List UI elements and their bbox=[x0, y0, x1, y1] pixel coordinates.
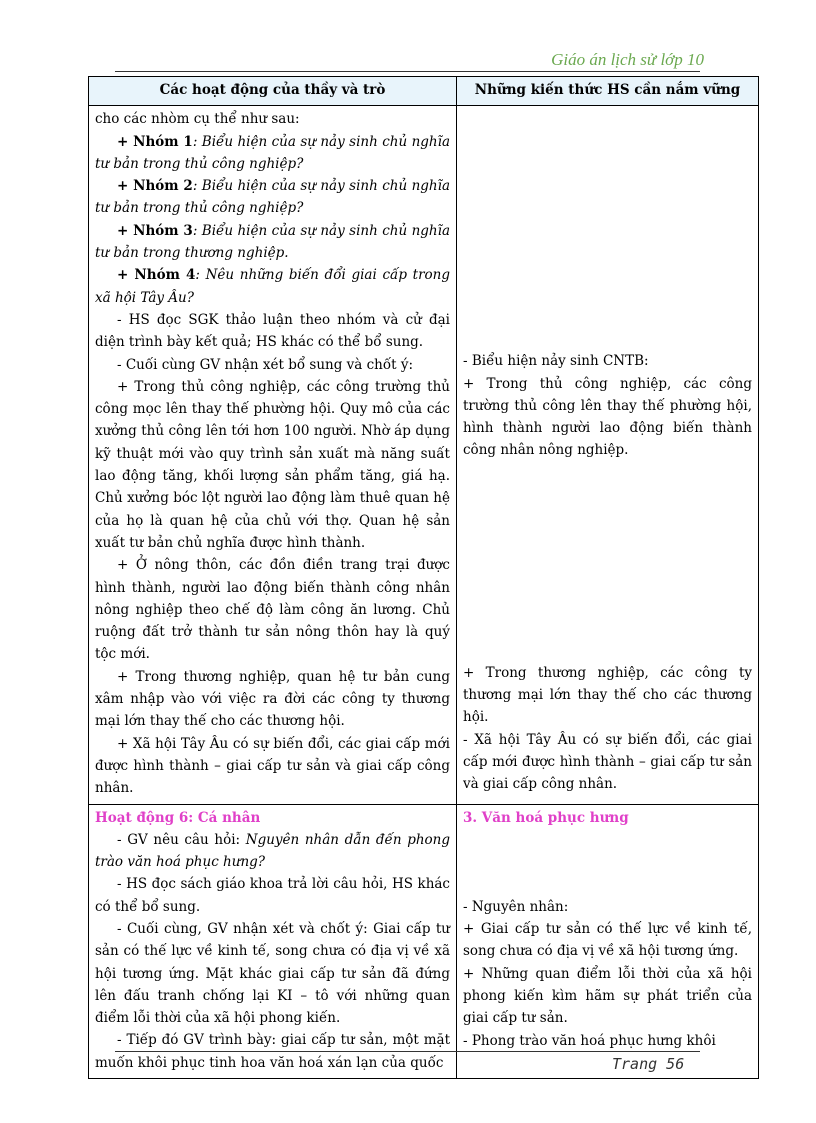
knowledge-item: + Những quan điểm lỗi thời của xã hội phong kiến kìm hãm sự phát triển của giai cấp tư sản. bbox=[463, 965, 752, 1027]
knowledge-item: + Trong thương nghiệp, các công ty thương mại lớn thay thế cho các thương hội. bbox=[463, 664, 752, 726]
question-text: - GV nêu câu hỏi: Nguyên nhân dẫn đến phong trào văn hoá phục hưng? bbox=[95, 831, 451, 871]
document-header-title: Giáo án lịch sử lớp 10 bbox=[551, 50, 704, 69]
knowledge-item: - Biểu hiện nảy sinh CNTB: bbox=[463, 353, 649, 370]
paragraph: - Cuối cùng, GV nhận xét và chốt ý: Giai cấp tư sản có thế lực về kinh tế, song chưa có địa vị về xã hội tương ứng. Mặt khác giai cấp tư sản đã đứng lên đấu tranh chống lại KI – tô với những quan điểm lỗi thời của xã hội phong kiến. bbox=[95, 920, 450, 1027]
table-row bbox=[89, 804, 759, 1079]
paragraph: - HS đọc SGK thảo luận theo nhóm và cử đại diện trình bày kết quả; HS khác có thể bổ sung. bbox=[95, 311, 450, 351]
page-number: Trang 56 bbox=[612, 1055, 685, 1073]
column-header-knowledge: Những kiến thức HS cần nắm vững bbox=[457, 77, 759, 106]
knowledge-item: - Xã hội Tây Âu có sự biến đổi, các giai cấp mới được hình thành – giai cấp tư sản và giai cấp công nhân. bbox=[463, 731, 752, 793]
paragraph: + Trong thương nghiệp, quan hệ tư bản cung xâm nhập vào với việc ra đời các công ty thương mại lớn thay thế cho các thương hội. bbox=[95, 668, 450, 730]
paragraph: - Tiếp đó GV trình bày: giai cấp tư sản, một mặt muốn khôi phục tinh hoa văn hoá xán lạn của quốc bbox=[95, 1032, 450, 1071]
group-2-task: + Nhóm 2: Biểu hiện của sự nảy sinh chủ nghĩa tư bản trong thủ công nghiệp? bbox=[95, 178, 450, 217]
knowledge-item: - Phong trào văn hoá phục hưng khôi bbox=[463, 1032, 716, 1049]
knowledge-cell bbox=[457, 106, 759, 804]
knowledge-cell bbox=[457, 804, 759, 1079]
footer-rule bbox=[115, 1051, 700, 1052]
paragraph: - Cuối cùng GV nhận xét bổ sung và chốt ý: bbox=[117, 356, 414, 373]
paragraph: + Ở nông thôn, các đồn điền trang trại được hình thành, người lao động biến thành công nhân nông nghiệp theo chế độ làm công ăn lương. Chủ ruộng đất trở thành tư sản nông thôn hay là quý tộc mới. bbox=[95, 557, 450, 663]
activity-heading: Hoạt động 6: Cá nhân bbox=[95, 809, 261, 826]
paragraph: - HS đọc sách giáo khoa trả lời câu hỏi, HS khác có thể bổ sung. bbox=[95, 876, 450, 915]
paragraph: + Trong thủ công nghiệp, các công trường thủ công mọc lên thay thế phường hội. Quy mô của các xưởng thủ công lên tới hơn 100 người. Nhờ áp dụng kỹ thuật mới vào quy trình sản xuất mà năng suất lao động tăng, khối lượng sản phẩm tăng, giá hạ. Chủ xưởng bóc lột người lao động làm thuê quan hệ của họ là quan hệ của chủ với thợ. Quan hệ sản xuất tư bản chủ nghĩa được hình thành. bbox=[95, 378, 450, 551]
knowledge-item: + Giai cấp tư sản có thế lực về kinh tế, song chưa có địa vị về xã hội tương ứng. bbox=[463, 921, 752, 960]
group-3-task: + Nhóm 3: Biểu hiện của sự nảy sinh chủ nghĩa tư bản trong thương nghiệp. bbox=[95, 222, 450, 262]
group-4-task: + Nhóm 4: Nêu những biến đổi giai cấp trong xã hội Tây Âu? bbox=[95, 267, 450, 306]
table-header-row bbox=[89, 77, 759, 106]
activities-cell bbox=[89, 804, 457, 1079]
knowledge-item: - Nguyên nhân: bbox=[463, 898, 569, 915]
section-heading: 3. Văn hoá phục hưng bbox=[463, 809, 629, 826]
activities-cell bbox=[89, 106, 457, 804]
knowledge-item: + Trong thủ công nghiệp, các công trường thủ công lên thay thế phường hội, hình thành người lao động biến thành công nhân nông nghiệp. bbox=[463, 375, 752, 459]
intro-text: cho các nhòm cụ thể như sau: bbox=[95, 111, 300, 128]
table-row bbox=[89, 106, 759, 804]
column-header-activities: Các hoạt động của thầy và trò bbox=[89, 77, 457, 106]
paragraph: + Xã hội Tây Âu có sự biến đổi, các giai cấp mới được hình thành – giai cấp tư sản và giai cấp công nhân. bbox=[95, 735, 450, 797]
header-rule bbox=[115, 71, 700, 72]
group-1-task: + Nhóm 1: Biểu hiện của sự nảy sinh chủ nghĩa tư bản trong thủ công nghiệp? bbox=[95, 133, 450, 172]
lesson-table bbox=[88, 76, 759, 1079]
